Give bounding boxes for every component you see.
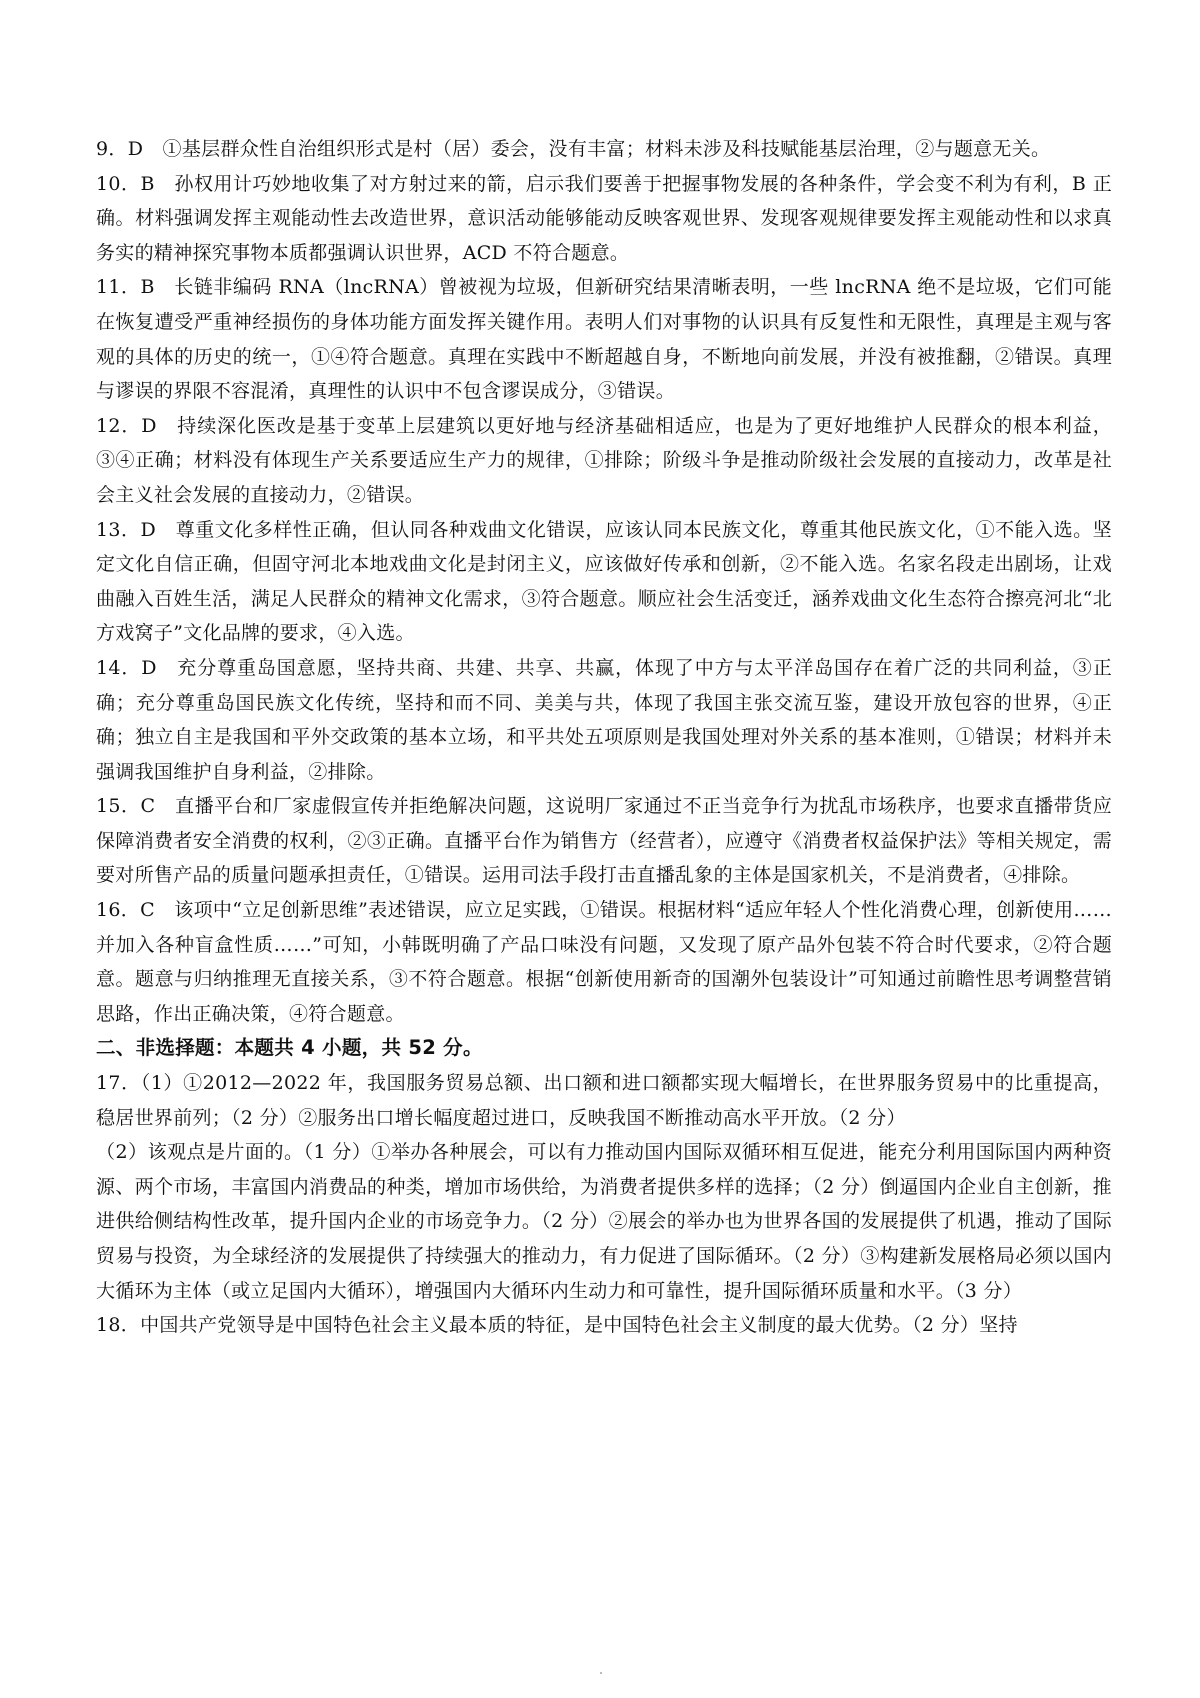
answer-13: 13．D 尊重文化多样性正确，但认同各种戏曲文化错误，应该认同本民族文化，尊重其他民族文化，①不能入选。坚定文化自信正确，但固守河北本地戏曲文化是封闭主义，应该做好传承和创新，②不能入选。名家名段走出剧场，让戏曲融入百姓生活，满足人民群众的精神文化需求，③符合题意。顺应社会生活变迁，涵养戏曲文化生态符合擦亮河北“北方戏窝子”文化品牌的要求，④入选。 bbox=[96, 518, 1112, 645]
footer-dot bbox=[600, 1672, 602, 1674]
answer-11: 11．B 长链非编码 RNA（lncRNA）曾被视为垃圾，但新研究结果清晰表明，一些 lncRNA 绝不是垃圾，它们可能在恢复遭受严重神经损伤的身体功能方面发挥关键作用。表明人们对事物的认识具有反复性和无限性，真理是主观与客观的具体的历史的统一，①④符合题意。真理在实践中不断超越自身，不断地向前发展，并没有被推翻，②错误。真理与谬误的界限不容混淆，真理性的认识中不包含谬误成分，③错误。 bbox=[96, 276, 1112, 403]
answer-16: 16．C 该项中“立足创新思维”表述错误，应立足实践，①错误。根据材料“适应年轻人个性化消费心理，创新使用……并加入各种盲盒性质……”可知，小韩既明确了产品口味没有问题，又发现了原产品外包装不符合时代要求，②符合题意。题意与归纳推理无直接关系，③不符合题意。根据“创新使用新奇的国潮外包装设计”可知通过前瞻性思考调整营销思路，作出正确决策，④符合题意。 bbox=[96, 899, 1112, 1025]
answer-17-part-1: 17．（1）①2012—2022 年，我国服务贸易总额、出口额和进口额都实现大幅增长，在世界服务贸易中的比重提高，稳居世界前列；（2 分）②服务出口增长幅度超过进口，反映我国不断推动高水平开放。（2 分） bbox=[96, 1072, 1112, 1129]
answer-9: 9．D ①基层群众性自治组织形式是村（居）委会，没有丰富；材料未涉及科技赋能基层治理，②与题意无关。 bbox=[96, 138, 1051, 160]
answer-document bbox=[96, 132, 1112, 1343]
answer-10: 10．B 孙权用计巧妙地收集了对方射过来的箭，启示我们要善于把握事物发展的各种条件，学会变不利为有利，B 正确。材料强调发挥主观能动性去改造世界，意识活动能够能动反映客观世界、发现客观规律要发挥主观能动性和以求真务实的精神探究事物本质都强调认识世界，ACD 不符合题意。 bbox=[96, 172, 1112, 264]
answer-18: 18．中国共产党领导是中国特色社会主义最本质的特征，是中国特色社会主义制度的最大优势。（2 分）坚持 bbox=[96, 1314, 1018, 1337]
section-heading-non-choice: 二、非选择题：本题共 4 小题，共 52 分。 bbox=[96, 1036, 483, 1060]
answer-15: 15．C 直播平台和厂家虚假宣传并拒绝解决问题，这说明厂家通过不正当竞争行为扰乱市场秩序，也要求直播带货应保障消费者安全消费的权利，②③正确。直播平台作为销售方（经营者），应遵守《消费者权益保护法》等相关规定，需要对所售产品的质量问题承担责任，①错误。运用司法手段打击直播乱象的主体是国家机关，不是消费者，④排除。 bbox=[96, 795, 1112, 887]
answer-14: 14．D 充分尊重岛国意愿，坚持共商、共建、共享、共赢，体现了中方与太平洋岛国存在着广泛的共同利益，③正确；充分尊重岛国民族文化传统，坚持和而不同、美美与共，体现了我国主张交流互鉴，建设开放包容的世界，④正确；独立自主是我国和平外交政策的基本立场，和平共处五项原则是我国处理对外关系的基本准则，①错误；材料并未强调我国维护自身利益，②排除。 bbox=[96, 656, 1112, 783]
answer-12: 12．D 持续深化医改是基于变革上层建筑以更好地与经济基础相适应，也是为了更好地维护人民群众的根本利益，③④正确；材料没有体现生产关系要适应生产力的规律，①排除；阶级斗争是推动阶级社会发展的直接动力，改革是社会主义社会发展的直接动力，②错误。 bbox=[96, 414, 1112, 506]
answer-17-part-2: （2）该观点是片面的。（1 分）①举办各种展会，可以有力推动国内国际双循环相互促进，能充分利用国际国内两种资源、两个市场，丰富国内消费品的种类，增加市场供给，为消费者提供多样的选择；（2 分）倒逼国内企业自主创新，推进供给侧结构性改革，提升国内企业的市场竞争力。（2 分）②展会的举办也为世界各国的发展提供了机遇，推动了国际贸易与投资，为全球经济的发展提供了持续强大的推动力，有力促进了国际循环。（2 分）③构建新发展格局必须以国内大循环为主体（或立足国内大循环），增强国内大循环内生动力和可靠性，提升国际循环质量和水平。（3 分） bbox=[96, 1141, 1112, 1302]
